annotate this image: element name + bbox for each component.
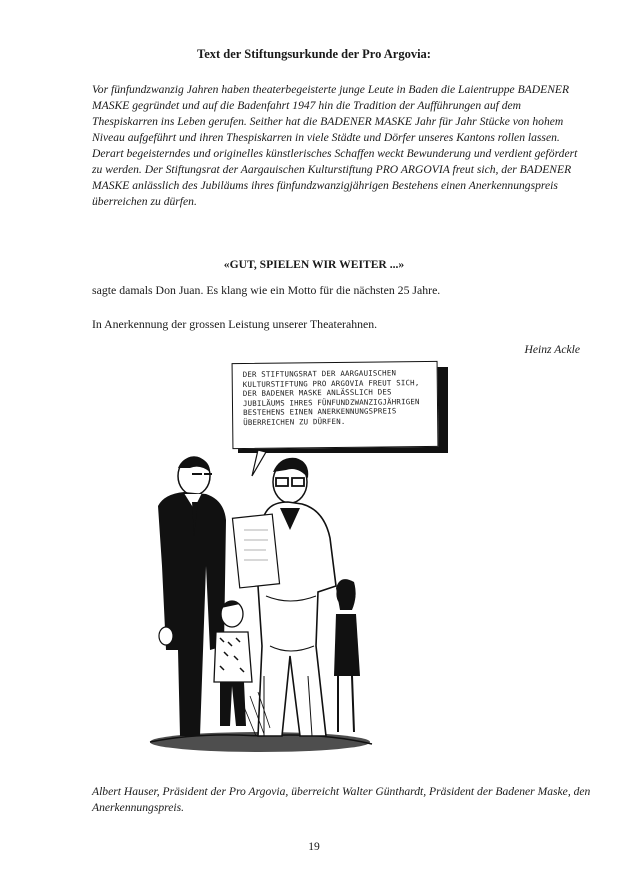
page-number: 19 [308, 840, 320, 853]
speech-bubble [232, 361, 439, 449]
certificate-paragraph-2: Derart begeisterndes und originelles künstlerisches Schaffen weckt Bewunderung und verdient gefördert zu werden. Der Stiftungsrat der Aargauischen Kulturstiftung PRO ARGOVIA freut sich, der BADENER MASKE anlässlich des Jubiläums ihres fünfundzwanzigjährigen Bestehens einen Anerkennungspreis überreichen zu dürfen. [92, 147, 578, 208]
speech-bubble-text: DER STIFTUNGSRAT DER AARGAUISCHEN KULTURSTIFTUNG PRO ARGOVIA FREUT SICH, DER BADENER MASKE ANLÄSSLICH DES JUBILÄUMS IHRES FÜNFUNDZWANZIGJÄHRIGEN BESTEHENS EINEN ANERKENNUNGSPREIS ÜBERREICHEN ZU DÜRFEN. [242, 368, 420, 427]
figure-girl [334, 579, 360, 732]
cartoon-illustration [140, 446, 380, 758]
image-caption: Albert Hauser, Präsident der Pro Argovia, überreicht Walter Günthardt, Präsident der Badener Maske, den Anerkennungspreis. [92, 785, 591, 814]
author-signature: Heinz Ackle [524, 343, 580, 356]
figure-right-man [232, 458, 336, 736]
motto-heading: «GUT, SPIELEN WIR WEITER ...» [223, 258, 405, 271]
body-line-recognition: In Anerkennung der grossen Leistung unserer Theaterahnen. [92, 317, 378, 331]
body-line-don-juan: sagte damals Don Juan. Es klang wie ein Motto für die nächsten 25 Jahre. [92, 283, 441, 297]
figure-left-man [158, 457, 226, 736]
certificate-text [92, 82, 588, 210]
certificate-paragraph-1: Vor fünfundzwanzig Jahren haben theaterbegeisterte junge Leute in Baden die Laientruppe BADENER MASKE gegründet und auf die Badenfahrt 1947 hin die Tradition der Aufführungen auf dem Thespiskarren ins Leben gerufen. Seither hat die BADENER MASKE Jahr für Jahr Stücke von hohem Niveau aufgeführt und ihren Thespiskarren in viele Städte und Dörfer unseres Kantons rollen lassen. [92, 83, 570, 144]
page-title: Text der Stiftungsurkunde der Pro Argovia: [197, 47, 431, 61]
